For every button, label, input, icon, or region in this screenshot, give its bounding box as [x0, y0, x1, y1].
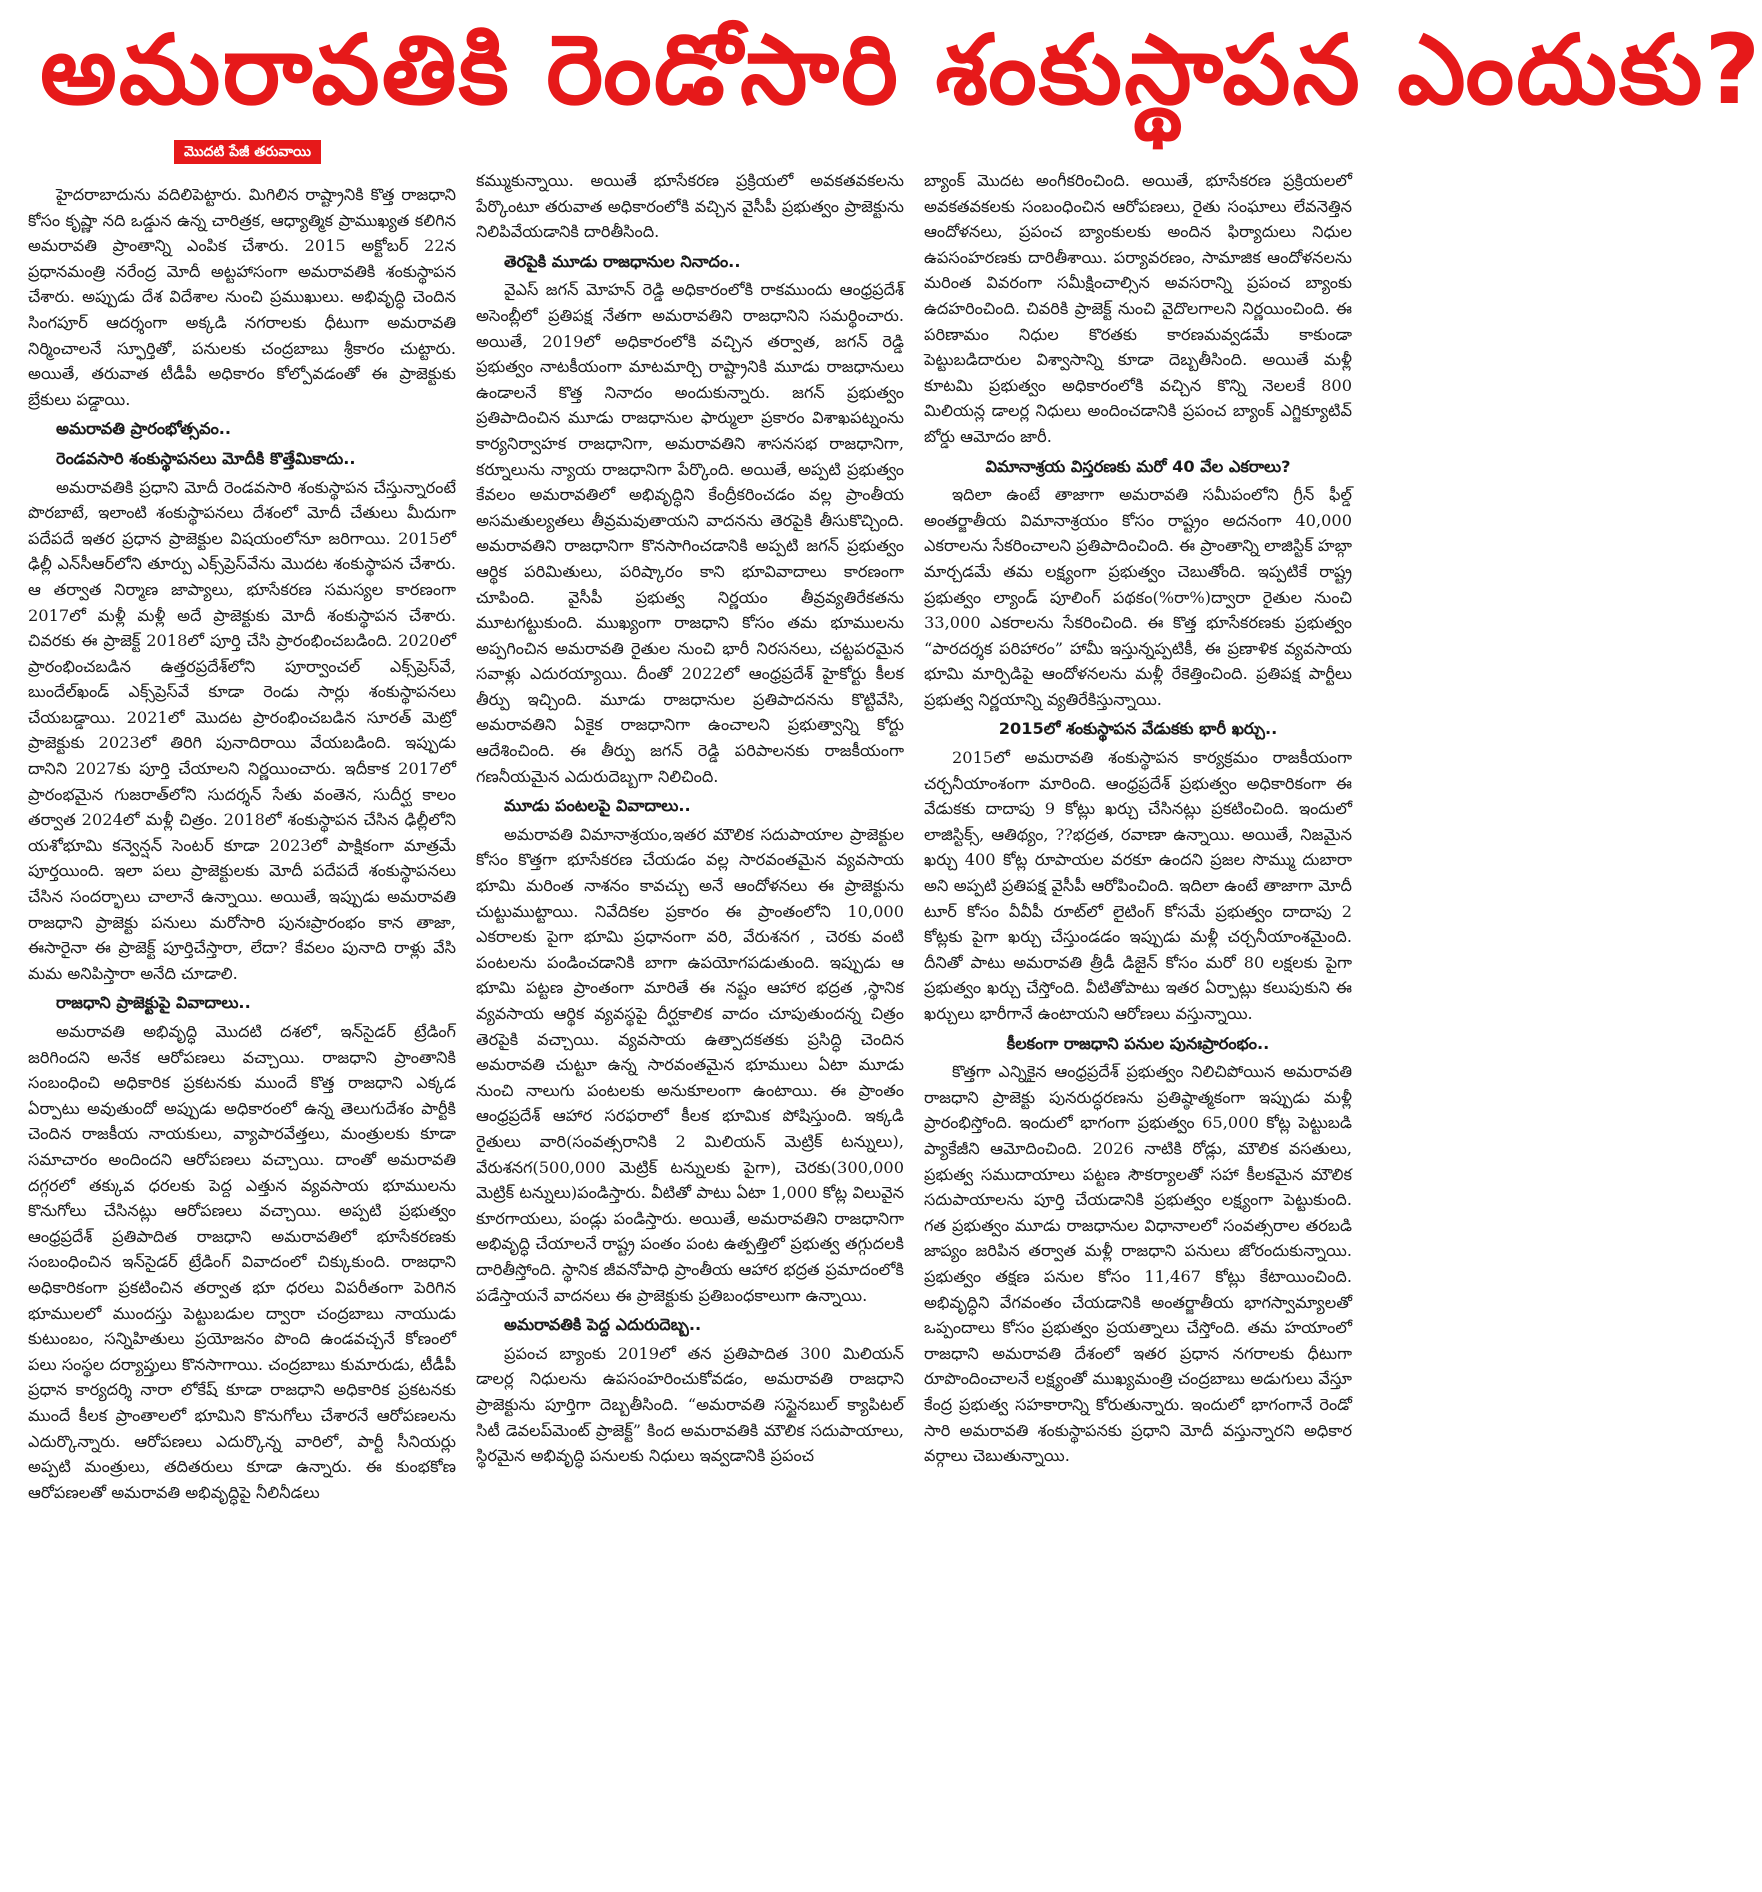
body-paragraph: ఇదిలా ఉంటే తాజాగా అమరావతి సమీపంలోని గ్రీన్ ఫీల్డ్ అంతర్జాతీయ విమానాశ్రయం కోసం రాష్ట్రం అదనంగా 40,000 ఎకరాలను సేకరించాలని ప్రతిపాదించింది. ఈ ప్రాంతాన్ని లాజిస్టిక్ హబ్గా మార్చడమే తమ లక్ష్యంగా ప్రభుత్వం చెబుతోంది. ఇప్పటికే రాష్ట్ర ప్రభుత్వం ల్యాండ్ పూలింగ్ పథకం(%రా%)ద్వారా రైతుల నుంచి 33,000 ఎకరాలను సేకరించింది. ఈ కొత్త భూసేకరణకు ప్రభుత్వం “పారదర్శక పరిహారం” హామీ ఇస్తున్నప్పటికీ, ఈ ప్రణాళిక వ్యవసాయ భూమి మార్పిడిపై ఆందోళనలను మళ్లీ రేకెత్తించింది. ప్రతిపక్ష పార్టీలు ప్రభుత్వ నిర్ణయాన్ని వ్యతిరేకిస్తున్నాయి.	[924, 485, 1352, 709]
column-1	[28, 168, 456, 1892]
body-paragraph: బ్యాంక్ మొదట అంగీకరించింది. అయితే, భూసేకరణ ప్రక్రియలలో అవకతవకలకు సంబంధించిన ఆరోపణలు, రైతు సంఘాలు లేవనెత్తిన ఆందోళనలు, ప్రపంచ బ్యాంకులకు అందిన ఫిర్యాదులు నిధుల ఉపసంహరణకు దారితీశాయి. పర్యావరణం, సామాజిక ఆందోళనలను మరింత వివరంగా సమీక్షించాల్సిన అవసరాన్ని ప్రపంచ బ్యాంకు ఉదహరించింది. చివరికి ప్రాజెక్ట్ నుంచి వైదొలగాలని నిర్ణయించింది. ఈ పరిణామం నిధుల కొరతకు కారణమవ్వడమే కాకుండా పెట్టుబడిదారుల విశ్వాసాన్ని కూడా దెబ్బతీసింది. అయితే మళ్లీ కూటమి ప్రభుత్వం అధికారంలోకి వచ్చిన కొన్ని నెలలకే 800 మిలియన్ల డాలర్ల నిధులు అందించడానికి ప్రపంచ బ్యాంక్ ఎగ్జిక్యూటివ్ బోర్డు ఆమోదం జారీ.	[924, 171, 1352, 446]
body-paragraph: కొత్తగా ఎన్నికైన ఆంధ్రప్రదేశ్ ప్రభుత్వం నిలిచిపోయిన అమరావతి రాజధాని ప్రాజెక్టు పునరుద్ధరణను ప్రతిష్ఠాత్మకంగా ఇప్పుడు మళ్లీ ప్రారంభిస్తోంది. ఇందులో భాగంగా ప్రభుత్వం 65,000 కోట్ల పెట్టుబడి ప్యాకేజీని ఆమోదించింది. 2026 నాటికి రోడ్లు, మౌలిక వసతులు, ప్రభుత్వ సముదాయాలు పట్టణ సౌకర్యాలతో సహా కీలకమైన మౌలిక సదుపాయాలను పూర్తి చేయడానికి ప్రభుత్వం లక్ష్యంగా పెట్టుకుంది. గత ప్రభుత్వం మూడు రాజధానుల విధానాలలో సంవత్సరాల తరబడి జాప్యం జరిపిన తర్వాత మళ్లీ రాజధాని పనులు జోరందుకున్నాయి. ప్రభుత్వం తక్షణ పనుల కోసం 11,467 కోట్లు కేటాయించింది. అభివృద్ధిని వేగవంతం చేయడానికి అంతర్జాతీయ భాగస్వామ్యాలతో ఒప్పందాలు కోసం ప్రభుత్వం ప్రయత్నాలు చేస్తోంది. తమ హయాంలో రాజధాని అమరావతి దేశంలో ఇతర ప్రధాన నగరాలకు ధీటుగా రూపొందించాలనే లక్ష్యంతో ముఖ్యమంత్రి చంద్రబాబు అడుగులు వేస్తూ కేంద్ర ప్రభుత్వ సహకారాన్ని కోరుతున్నారు. ఇందులో భాగంగానే రెండో సారి అమరావతి శంకుస్థాపనకు ప్రధాని మోదీ వస్తున్నారని అధికార వర్గాలు చెబుతున్నాయి.	[924, 1062, 1352, 1466]
section-heading: తెరపైకి మూడు రాజధానుల నినాదం..	[504, 251, 741, 271]
article-columns	[28, 168, 1353, 1878]
body-paragraph: వైఎస్ జగన్ మోహన్ రెడ్డి అధికారంలోకి రాకముందు ఆంధ్రప్రదేశ్ అసెంబ్లీలో ప్రతిపక్ష నేతగా అమరావతిని రాజధానిని సమర్థించారు. అయితే, 2019లో అధికారంలోకి వచ్చిన తర్వాత, జగన్ రెడ్డి ప్రభుత్వం నాటకీయంగా మాటమార్చి రాష్ట్రానికి మూడు రాజధానులు ఉండాలనే కొత్త నినాదం అందుకున్నారు. జగన్ ప్రభుత్వం ప్రతిపాదించిన మూడు రాజధానుల ఫార్ములా ప్రకారం విశాఖపట్నంను కార్యనిర్వాహక రాజధానిగా, అమరావతిని శాసనసభ రాజధానిగా, కర్నూలును న్యాయ రాజధానిగా పేర్కొంది. అయితే, అప్పటి ప్రభుత్వం కేవలం అమరావతిలో అభివృద్ధిని కేంద్రీకరించడం వల్ల ప్రాంతీయ అసమతుల్యతలు తీవ్రమవుతాయని వాదనను తెరపైకి తీసుకొచ్చింది. అమరావతిని రాజధానిగా కొనసాగించడానికి అప్పటి జగన్ ప్రభుత్వం ఆర్థిక పరిమితులు, పరిష్కారం కాని భూవివాదాలు కారణంగా చూపింది. వైసీపీ ప్రభుత్వ నిర్ణయం తీవ్రవ్యతిరేకతను మూటగట్టుకుంది. ముఖ్యంగా రాజధాని కోసం తమ భూములను అప్పగించిన అమరావతి రైతుల నుంచి భారీ నిరసనలు, చట్టపరమైన సవాళ్లు ఎదురయ్యాయి. దీంతో 2022లో ఆంధ్రప్రదేశ్ హైకోర్టు కీలక తీర్పు ఇచ్చింది. మూడు రాజధానుల ప్రతిపాదనను కొట్టివేసి, అమరావతిని ఏకైక రాజధానిగా ఉంచాలని ప్రభుత్వాన్ని కోర్టు ఆదేశించింది. ఈ తీర్పు జగన్ రెడ్డి పరిపాలనకు రాజకీయంగా గణనీయమైన ఎదురుదెబ్బగా నిలిచింది.	[476, 280, 904, 786]
body-paragraph: 2015లో అమరావతి శంకుస్థాపన కార్యక్రమం రాజకీయంగా చర్చనీయాంశంగా మారింది. ఆంధ్రప్రదేశ్ ప్రభుత్వం అధికారికంగా ఈ వేడుకకు దాదాపు 9 కోట్లు ఖర్చు చేసినట్లు ప్రకటించింది. ఇందులో లాజిస్టిక్స్, ఆతిథ్యం, ??భద్రత, రవాణా ఉన్నాయి. అయితే, నిజమైన ఖర్చు 400 కోట్ల రూపాయల వరకూ ఉందని ప్రజల సొమ్ము దుబారా అని అప్పటి ప్రతిపక్ష వైసీపీ ఆరోపించింది. ఇదిలా ఉంటే తాజాగా మోదీ టూర్ కోసం వీవీపీ రూట్‌లో లైటింగ్ కోసమే ప్రభుత్వం దాదాపు 2 కోట్లకు పైగా ఖర్చు చేస్తుండడం ఇప్పుడు మళ్లీ చర్చనీయాంశమైంది. దీనితో పాటు అమరావతి త్రీడీ డిజైన్ కోసం మరో 80 లక్షలకు పైగా ప్రభుత్వం ఖర్చు చేస్తోంది. వీటితోపాటు ఇతర ఏర్పాట్లు కలుపుకుని ఈ ఖర్చులు భారీగానే ఉంటాయని ఆరోణలు వస్తున్నాయి.	[924, 748, 1352, 1023]
section-heading: రెండవసారి శంకుస్థాపనలు మోదీకి కొత్తేమికాదు..	[56, 448, 356, 468]
continuation-tag: మొదటి పేజీ తరువాయి	[174, 140, 321, 164]
body-paragraph: అమరావతి విమానాశ్రయం,ఇతర మౌలిక సదుపాయాల ప్రాజెక్టుల కోసం కొత్తగా భూసేకరణ చేయడం వల్ల సారవంతమైన వ్యవసాయ భూమి మరింత నాశనం కావచ్చు అనే ఆందోళనలు ఈ ప్రాజెక్టును చుట్టుముట్టాయి. నివేదికల ప్రకారం ఈ ప్రాంతంలోని 10,000 ఎకరాలకు పైగా భూమి ప్రధానంగా వరి, వేరుశనగ , చెరకు వంటి పంటలను పండించడానికి బాగా ఉపయోగపడుతుంది. ఇప్పుడు ఆ భూమి పట్టణ ప్రాంతంగా మారితే ఈ నష్టం ఆహార భద్రత ,స్థానిక వ్యవసాయ ఆర్థిక వ్యవస్థపై దీర్ఘకాలిక వాదం చూపుతుందన్న చిత్రం తెరపైకి వచ్చాయి. వ్యవసాయ ఉత్పాదకతకు ప్రసిద్ధి చెందిన అమరావతి చుట్టూ ఉన్న సారవంతమైన భూములు ఏటా మూడు నుంచి నాలుగు పంటలకు అనుకూలంగా ఉంటాయి. ఈ ప్రాంతం ఆంధ్రప్రదేశ్ ఆహార సరఫరాలో కీలక భూమిక పోషిస్తుంది. ఇక్కడి రైతులు వారి(సంవత్సరానికి 2 మిలియన్ మెట్రిక్ టన్నులు), వేరుశనగ(500,000 మెట్రిక్ టన్నులకు పైగా), చెరకు(300,000 మెట్రిక్ టన్నులు)పండిస్తారు. వీటితో పాటు ఏటా 1,000 కోట్ల విలువైన కూరగాయలు, పండ్లు పండిస్తారు. అయితే, అమరావతిని రాజధానిగా అభివృద్ధి చేయాలనే రాష్ట్ర పంతం పంట ఉత్పత్తిలో ప్రభుత్వ తగ్గుదలకి దారితీస్తోంది. స్థానిక జీవనోపాధి ప్రాంతీయ ఆహార భద్రత ప్రమాదంలోకి పడేస్తాయనే వాదనలు ఈ ప్రాజెక్టుకు ప్రతిబంధకాలుగా ఉన్నాయి.	[476, 824, 904, 1305]
body-paragraph: ప్రపంచ బ్యాంకు 2019లో తన ప్రతిపాదిత 300 మిలియన్ డాలర్ల నిధులను ఉపసంహరించుకోవడం, అమరావతి రాజధాని ప్రాజెక్టును పూర్తిగా దెబ్బతీసింది. “అమరావతి సస్టైనబుల్ క్యాపిటల్ సిటీ డెవలప్‌మెంట్ ప్రాజెక్ట్” కింద అమరావతికి మౌలిక సదుపాయాలు, స్థిరమైన అభివృద్ధి పనులకు నిధులు ఇవ్వడానికి ప్రపంచ	[476, 1343, 904, 1466]
section-heading: 2015లో శంకుస్థాపన వేడుకకు భారీ ఖర్చు..	[998, 719, 1278, 739]
column-3	[924, 168, 1352, 1878]
body-paragraph: కమ్ముకున్నాయి. అయితే భూసేకరణ ప్రక్రియలో అవకతవకలను పేర్కొంటూ తరువాత అధికారంలోకి వచ్చిన వైసీపీ ప్రభుత్వం ప్రాజెక్టును నిలిపివేయడానికి దారితీసింది.	[476, 171, 904, 242]
section-heading: మూడు పంటలపై వివాదాలు..	[504, 796, 691, 816]
headline: అమరావతికి రెండోసారి శంకుస్థాపన ఎందుకు?	[40, 14, 1762, 126]
section-heading: కీలకంగా రాజధాని పనుల పునఃప్రారంభం..	[1006, 1033, 1270, 1053]
body-paragraph: అమరావతి అభివృద్ధి మొదటి దశలో, ఇన్‌సైడర్ ట్రేడింగ్ జరిగిందని అనేక ఆరోపణలు వచ్చాయి. రాజధాని ప్రాంతానికి సంబంధించి అధికారిక ప్రకటనకు ముందే కొత్త రాజధాని ఎక్కడ ఏర్పాటు అవుతుందో అప్పుడు అధికారంలో ఉన్న తెలుగుదేశం పార్టీకి చెందిన రాజకీయ నాయకులు, వ్యాపారవేత్తలు, మంత్రులకు కూడా సమాచారం అందిందని ఆరోపణలు వచ్చాయి. దాంతో అమరావతి దగ్గరలో తక్కువ ధరలకు పెద్ద ఎత్తున వ్యవసాయ భూములను కొనుగోలు చేసినట్లు ఆరోపణలు వచ్చాయి. అప్పటి ప్రభుత్వం ఆంధ్రప్రదేశ్ ప్రతిపాదిత రాజధాని అమరావతిలో భూసేకరణకు సంబంధించిన ఇన్‌సైడర్ ట్రేడింగ్ వివాదంలో చిక్కుకుంది. రాజధాని అధికారికంగా ప్రకటించిన తర్వాత భూ ధరలు విపరీతంగా పెరిగిన భూములలో ముందస్తు పెట్టుబడుల ద్వారా చంద్రబాబు నాయుడు కుటుంబం, సన్నిహితులు ప్రయోజనం పొంది ఉండవచ్చనే కోణంలో పలు సంస్థల దర్యాప్తులు కొనసాగాయి. చంద్రబాబు కుమారుడు, టీడీపీ ప్రధాన కార్యదర్శి నారా లోకేష్ కూడా రాజధాని అధికారిక ప్రకటనకు ముందే కీలక ప్రాంతాలలో భూమిని కొనుగోలు చేశారనే ఆరోపణలను ఎదుర్కొన్నారు. ఆరోపణలు ఎదుర్కొన్న వారిలో, పార్టీ సీనియర్లు అప్పటి మంత్రులు, తదితరులు కూడా ఉన్నారు. ఈ కుంభకోణ ఆరోపణలతో అమరావతి అభివృద్ధిపై నీలినీడలు	[28, 1022, 456, 1502]
body-paragraph: అమరావతికి ప్రధాని మోదీ రెండవసారి శంకుస్థాపన చేస్తున్నారంటే పొరబాటే, ఇలాంటి శంకుస్థాపనలు దేశంలో మోదీ చేతులు మీదుగా పదేపదే ఇతర ప్రధాన ప్రాజెక్టుల విషయంలోనూ జరిగాయి. 2015లో ఢిల్లీ ఎన్‌సీఆర్‌లోని తూర్పు ఎక్స్‌ప్రెస్‌వేను మొదట శంకుస్థాపన చేశారు. ఆ తర్వాత నిర్మాణ జాప్యాలు, భూసేకరణ సమస్యల కారణంగా 2017లో మళ్లీ మళ్లీ అదే ప్రాజెక్టుకు మోదీ శంకుస్థాపన చేశారు. చివరకు ఈ ప్రాజెక్ట్ 2018లో పూర్తి చేసి ప్రారంభించబడింది. 2020లో ప్రారంభించబడిన ఉత్తరప్రదేశ్‌లోని పూర్వాంచల్ ఎక్స్‌ప్రెస్‌వే, బుందేల్‌ఖండ్ ఎక్స్‌ప్రెస్‌వే కూడా రెండు సార్లు శంకుస్థాపనలు చేయబడ్డాయి. 2021లో మొదట ప్రారంభించబడిన సూరత్ మెట్రో ప్రాజెక్టుకు 2023లో తిరిగి పునాదిరాయి వేయబడింది. ఇప్పుడు దానిని 2027కు పూర్తి చేయాలని నిర్ణయించారు. ఇదీకాక 2017లో ప్రారంభమైన గుజరాత్‌లోని సుదర్శన్ సేతు వంతెన, సుదీర్ఘ కాలం తర్వాత 2024లో మళ్లీ చిత్రం. 2018లో శంకుస్థాపన చేసిన ఢిల్లీలోని యశోభూమి కన్వెన్షన్ సెంటర్ కూడా 2023లో పాక్షికంగా మాత్రమే పూర్తయింది. ఇలా పలు ప్రాజెక్టులకు మోదీ పదేపదే శంకుస్థాపనలు చేసిన సందర్భాలు చాలానే ఉన్నాయి. అయితే, ఇప్పుడు అమరావతి రాజధాని ప్రాజెక్టు పనులు మరోసారి పునఃప్రారంభం కాన తాజా, ఈసారైనా ఈ ప్రాజెక్ట్ పూర్తిచేస్తారా, లేదా? కేవలం పునాది రాళ్లు వేసి మమ అనిపిస్తారా అనేది చూడాలి.	[28, 477, 456, 983]
section-heading: అమరావతికి పెద్ద ఎదురుదెబ్బ..	[504, 1315, 702, 1335]
section-heading: అమరావతి ప్రారంభోత్సవం..	[56, 419, 232, 439]
column-2	[476, 168, 904, 1878]
body-paragraph: హైదరాబాదును వదిలిపెట్టారు. మిగిలిన రాష్ట్రానికి కొత్త రాజధాని కోసం కృష్ణా నది ఒడ్డున ఉన్న చారిత్రక, ఆధ్యాత్మిక ప్రాముఖ్యత కలిగిన అమరావతి ప్రాంతాన్ని ఎంపిక చేశారు. 2015 అక్టోబర్ 22న ప్రధానమంత్రి నరేంద్ర మోదీ అట్టహాసంగా అమరావతికి శంకుస్థాపన చేశారు. అప్పుడు దేశ విదేశాల నుంచి ప్రముఖులు. అభివృద్ధి చెందిన సింగపూర్ ఆదర్శంగా అక్కడి నగరాలకు ధీటుగా అమరావతి నిర్మించాలనే స్ఫూర్తితో, పనులకు చంద్రబాబు శ్రీకారం చుట్టారు. అయితే, తరువాత టీడీపీ అధికారం కోల్పోవడంతో ఈ ప్రాజెక్టుకు బ్రేకులు పడ్డాయి.	[28, 185, 456, 409]
section-heading: విమానాశ్రయ విస్తరణకు మరో 40 వేల ఎకరాలు?	[985, 456, 1291, 476]
section-heading: రాజధాని ప్రాజెక్టుపై వివాదాలు..	[56, 993, 251, 1013]
